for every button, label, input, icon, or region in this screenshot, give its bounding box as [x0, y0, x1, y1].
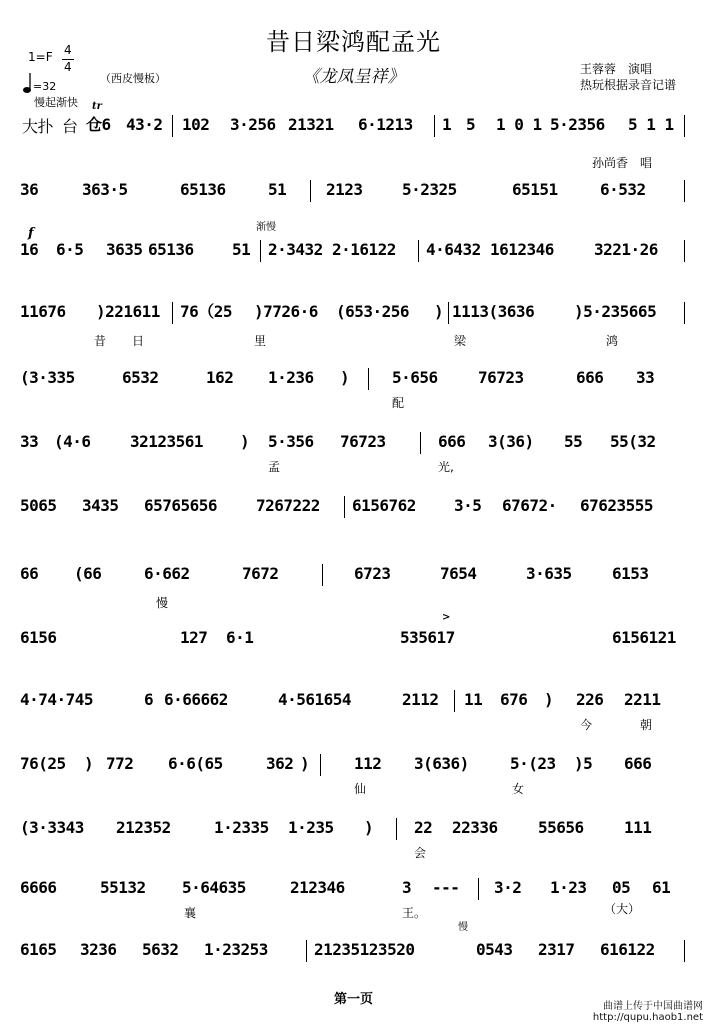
score-line-3	[20, 222, 689, 270]
notation-segment: 65765656	[144, 496, 218, 515]
notation-segment: 3236	[80, 940, 117, 959]
score-line-9	[20, 612, 689, 658]
score-line-2	[20, 180, 689, 210]
notation-segment: 11	[464, 690, 483, 709]
transcriber-credit: 热玩根据录音记谱	[580, 78, 677, 92]
bar-line	[172, 115, 173, 137]
notation-segment: 2·3432	[268, 240, 323, 259]
notation-segment: 3·5	[454, 496, 482, 515]
notation-segment: 5632	[142, 940, 179, 959]
notation-segment: 1	[442, 115, 452, 134]
bar-line	[368, 368, 369, 390]
notation-segment: 1·2335	[214, 818, 269, 837]
notation-segment: 6532	[122, 368, 159, 387]
notation-segment: 5·356	[268, 432, 314, 451]
notation-segment: 11676	[20, 302, 66, 321]
notation-segment: 3	[402, 878, 412, 897]
notation-segment: 76(25	[20, 754, 66, 773]
lyric-char: 仙	[354, 782, 367, 796]
notation-segment: 102	[182, 115, 210, 134]
notation-segment: 362	[266, 754, 294, 773]
bar-line	[454, 690, 455, 712]
bar-line	[260, 240, 261, 262]
notation-segment: 3·256	[230, 115, 276, 134]
notation-segment: 33	[20, 432, 39, 451]
notation-segment: 7267222	[256, 496, 320, 515]
notation-segment: 5·2325	[402, 180, 457, 199]
notation-segment: 仓6	[86, 115, 111, 134]
notation-segment: 36	[20, 180, 39, 199]
bar-line	[478, 878, 479, 900]
time-signature-bottom: 4	[64, 60, 72, 74]
bar-line	[684, 940, 685, 962]
notation-segment: 5·656	[392, 368, 438, 387]
notation-segment: 5	[466, 115, 476, 134]
notation-segment: 32123561	[130, 432, 204, 451]
lyric-char: 里	[254, 334, 267, 348]
notation-segment: ---	[432, 878, 460, 897]
notation-segment: )221611	[96, 302, 160, 321]
notation-segment: 1 0 1	[496, 115, 542, 134]
notation-segment: 55656	[538, 818, 584, 837]
notation-segment: 51	[268, 180, 287, 199]
notation-segment: 6·532	[600, 180, 646, 199]
notation-segment: 55	[564, 432, 583, 451]
lyric-char: 光,	[438, 460, 454, 474]
notation-segment: )	[364, 818, 374, 837]
score-line-14	[20, 940, 689, 970]
score-line-5	[20, 368, 689, 410]
lyric-char: 女	[512, 782, 525, 796]
bar-line	[320, 754, 321, 776]
notation-segment: 535617	[400, 628, 455, 647]
tempo-mark: 渐慢	[256, 222, 276, 233]
lyric-char: 昔	[94, 334, 107, 348]
notation-segment: 6666	[20, 878, 57, 897]
notation-segment: 2317	[538, 940, 575, 959]
notation-segment: 6·66662	[164, 690, 228, 709]
trill-mark: tr	[92, 101, 102, 112]
lyric-char: 会	[414, 846, 427, 860]
notation-segment: 33	[636, 368, 655, 387]
tempo-slow-mark: 慢	[458, 922, 468, 933]
notation-segment: 4·74·745	[20, 690, 94, 709]
notation-segment: 3·635	[526, 564, 572, 583]
notation-segment: 2123	[326, 180, 363, 199]
score-line-4	[20, 302, 689, 348]
bar-line	[684, 302, 685, 324]
notation-segment: )	[340, 368, 350, 387]
lyric-char: 今	[580, 718, 593, 732]
time-signature-top: 4	[64, 43, 72, 57]
notation-segment: 2·16122	[332, 240, 396, 259]
notation-segment: )	[544, 690, 554, 709]
notation-segment: (3·335	[20, 368, 75, 387]
notation-segment: 3635	[106, 240, 143, 259]
notation-segment: 1·23253	[204, 940, 268, 959]
notation-segment: )7726·6	[254, 302, 318, 321]
notation-segment: )	[434, 302, 444, 321]
notation-segment: 363·5	[82, 180, 128, 199]
notation-segment: 61	[652, 878, 671, 897]
notation-segment: 55132	[100, 878, 146, 897]
notation-segment: (66	[74, 564, 102, 583]
notation-segment: (653·256	[336, 302, 410, 321]
notation-segment: 112	[354, 754, 382, 773]
notation-segment: 3221·26	[594, 240, 658, 259]
notation-segment: 666	[576, 368, 604, 387]
notation-segment: 616122	[600, 940, 655, 959]
bar-line	[396, 818, 397, 840]
notation-segment: 67623555	[580, 496, 654, 515]
notation-segment: 16	[20, 240, 39, 259]
notation-segment: 21321	[288, 115, 334, 134]
notation-segment: 5065	[20, 496, 57, 515]
notation-segment: 7654	[440, 564, 477, 583]
notation-segment: 2211	[624, 690, 661, 709]
notation-segment: 21235123520	[314, 940, 415, 959]
notation-segment: 66	[20, 564, 39, 583]
notation-segment: )	[300, 754, 310, 773]
score-line-6	[20, 432, 689, 474]
lyric-char: 配	[392, 396, 405, 410]
notation-segment: 67672·	[502, 496, 557, 515]
notation-segment: 127	[180, 628, 208, 647]
notation-segment: 6·1	[226, 628, 254, 647]
notation-segment: 1·235	[288, 818, 334, 837]
bar-line	[434, 115, 435, 137]
notation-segment: 0543	[476, 940, 513, 959]
percussion-text: 大扑	[22, 117, 54, 136]
notation-segment: 4·6432	[426, 240, 481, 259]
bar-line	[448, 302, 449, 324]
notation-segment: )5·235665	[574, 302, 657, 321]
notation-segment: 111	[624, 818, 652, 837]
notation-segment: 22	[414, 818, 433, 837]
page-footer: 第一页	[333, 992, 373, 1007]
bar-line	[684, 115, 685, 137]
notation-segment: 65151	[512, 180, 558, 199]
notation-segment: 76（25	[180, 302, 233, 321]
page-title: 昔日梁鸿配孟光	[266, 28, 441, 56]
notation-segment: 3(36)	[488, 432, 534, 451]
forte-mark: f	[28, 226, 34, 241]
notation-segment: 3·2	[494, 878, 522, 897]
singer-label: 孙尚香 唱	[592, 156, 653, 170]
bar-line	[172, 302, 173, 324]
notation-segment: 6·1213	[358, 115, 413, 134]
notation-segment: 5·64635	[182, 878, 246, 897]
bar-line	[420, 432, 421, 454]
bar-line	[418, 240, 419, 262]
notation-segment: 4·561654	[278, 690, 352, 709]
lyric-char: 鸿	[606, 334, 619, 348]
bar-line	[306, 940, 307, 962]
watermark-line-1: 曲谱上传于中国曲谱网	[603, 1001, 703, 1012]
notation-segment: (4·6	[54, 432, 91, 451]
page-subtitle: 《龙凤呈祥》	[302, 67, 405, 87]
notation-segment: 666	[438, 432, 466, 451]
lyric-char: 襄	[184, 906, 197, 920]
bar-line	[310, 180, 311, 202]
watermark	[593, 1001, 703, 1023]
percussion-text: 台	[62, 117, 78, 136]
lyric-char: 王。	[402, 906, 427, 920]
notation-segment: 6·6(65	[168, 754, 223, 773]
tempo-text: 慢起渐快	[34, 96, 78, 109]
notation-segment: 6	[144, 690, 154, 709]
notation-segment: 65136	[148, 240, 194, 259]
score-line-10	[20, 690, 689, 732]
score-line-13	[20, 878, 689, 920]
performer-credit: 王蓉蓉 演唱	[580, 62, 653, 76]
tempo-value: =32	[33, 80, 57, 93]
notation-segment: 65136	[180, 180, 226, 199]
notation-segment: 6·662	[144, 564, 190, 583]
notation-segment: 6165	[20, 940, 57, 959]
bar-line	[684, 180, 685, 202]
notation-segment: 55(32	[610, 432, 656, 451]
key-signature: 1=F	[28, 50, 53, 64]
notation-segment: 162	[206, 368, 234, 387]
notation-segment: )	[84, 754, 94, 773]
notation-segment: 05	[612, 878, 631, 897]
bar-line	[344, 496, 345, 518]
notation-segment: 6156121	[612, 628, 676, 647]
lyric-char: 日	[132, 334, 145, 348]
score-line-12	[20, 818, 689, 860]
notation-segment: 51	[232, 240, 251, 259]
score-line-11	[20, 754, 689, 796]
notation-segment: 772	[106, 754, 134, 773]
notation-segment: )5	[574, 754, 593, 773]
lyric-char: （大）	[604, 902, 641, 916]
notation-segment: 1·23	[550, 878, 587, 897]
notation-segment: 6723	[354, 564, 391, 583]
lyric-char: 慢	[156, 596, 169, 610]
notation-segment: 6156	[20, 628, 57, 647]
notation-segment: 76723	[478, 368, 524, 387]
watermark-line-2: http://qupu.haob1.net	[592, 1012, 703, 1023]
notation-segment: 212346	[290, 878, 345, 897]
notation-segment: 3(636)	[414, 754, 469, 773]
notation-segment: 1·236	[268, 368, 314, 387]
lyric-char: 朝	[640, 718, 653, 732]
lyric-char: 孟	[268, 460, 281, 474]
notation-segment: 43·2	[126, 115, 163, 134]
notation-segment: )	[240, 432, 250, 451]
bar-line	[684, 240, 685, 262]
notation-segment: 7672	[242, 564, 279, 583]
notation-segment: 1612346	[490, 240, 554, 259]
notation-segment: 2112	[402, 690, 439, 709]
lyric-char: 梁	[454, 334, 467, 348]
score-line-7	[20, 496, 689, 526]
notation-segment: 226	[576, 690, 604, 709]
notation-segment: 5·(23	[510, 754, 556, 773]
notation-segment: 22336	[452, 818, 498, 837]
notation-segment: 6·5	[56, 240, 84, 259]
notation-segment: 76723	[340, 432, 386, 451]
mode-label: （西皮慢板）	[100, 72, 166, 85]
notation-segment: 6153	[612, 564, 649, 583]
notation-segment: 5 1 1	[628, 115, 674, 134]
notation-segment: 212352	[116, 818, 171, 837]
notation-segment: 666	[624, 754, 652, 773]
notation-segment: 5·2356	[550, 115, 605, 134]
notation-segment: 3435	[82, 496, 119, 515]
notation-segment: 1113(3636	[452, 302, 535, 321]
notation-segment: 6156762	[352, 496, 416, 515]
accent-mark: >	[442, 612, 451, 623]
quarter-note-icon	[22, 72, 32, 94]
notation-segment: (3·3343	[20, 818, 84, 837]
score-line-8	[20, 564, 689, 610]
bar-line	[322, 564, 323, 586]
notation-segment: 676	[500, 690, 528, 709]
